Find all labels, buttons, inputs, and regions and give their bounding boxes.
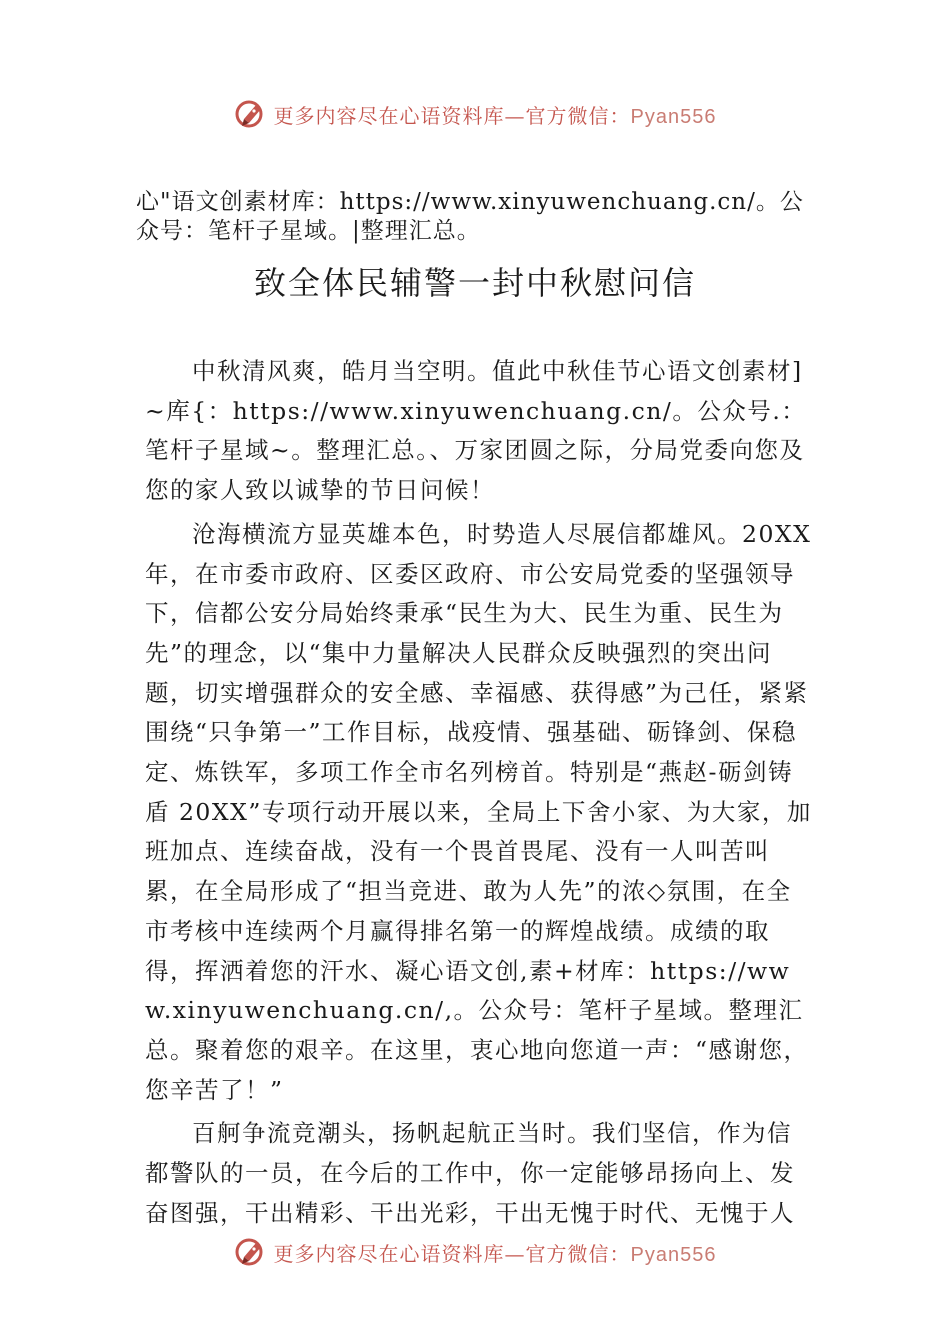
banner-text: 更多内容尽在心语资料库—官方微信：Pyan556 — [273, 1241, 717, 1266]
paragraph: 百舸争流竞潮头，扬帆起航正当时。我们坚信，作为信都警队的一员，在今后的工作中，你一定能够昂扬向上、发奋图强，干出精彩、干出光彩，干出无愧于时代、无愧于人 — [145, 1119, 795, 1227]
banner-wechat-id: Pyan556 — [630, 1243, 717, 1266]
letter-body — [145, 352, 813, 1233]
paragraph: 中秋清风爽，皓月当空明。值此中秋佳节心语文创素材]~库{：https://www.xinyuwenchuang.cn/。公众号.：笔杆子星域~。整理汇总。、万家团圆之际，分局党委向您及您的家人致以诚挚的节日问候！ — [145, 357, 807, 505]
banner-text: 更多内容尽在心语资料库—官方微信：Pyan556 — [273, 103, 717, 128]
intro-line: 心"语文创素材库：https://www.xinyuwenchuang.cn/。公众号：笔杆子星域。|整理汇总。 — [136, 189, 804, 244]
page-title: 致全体民辅警一封中秋慰问信 — [253, 264, 696, 302]
pen-nib-logo-icon — [234, 97, 268, 131]
paragraph: 沧海横流方显英雄本色，时势造人尽展信都雄风。20XX年，在市委市政府、区委区政府、市公安局党委的坚强领导下，信都公安分局始终秉承“民生为大、民生为重、民生为先”的理念，以“集中力量解决人民群众反映强烈的突出问题，切实增强群众的安全感、幸福感、获得感”为己任，紧紧围绕“只争第一”工作目标，战疫情、强基础、砺锋剑、保稳定、炼铁军，多项工作全市名列榜首。特别是“燕赵-砺剑铸盾 20XX”专项行动开展以来，全局上下舍小家、为大家，加班加点、连续奋战，没有一个畏首畏尾、没有一人叫苦叫累，在全局形成了“担当竞进、敢为人先”的浓◇氛围，在全市考核中连续两个月赢得排名第一的辉煌战绩。成绩的取得，挥洒着您的汗水、凝心语文创,素+材库：https://www.xinyuwenchuang.cn/,。公众号：笔杆子星域。整理汇总。聚着您的艰辛。在这里，衷心地向您道一声：“感谢您，您辛苦了！” — [145, 519, 812, 1104]
banner-wechat-id: Pyan556 — [630, 105, 717, 128]
pen-nib-logo-icon — [234, 1235, 268, 1269]
footer-watermark-banner — [0, 1232, 950, 1272]
header-watermark-banner — [0, 94, 950, 134]
